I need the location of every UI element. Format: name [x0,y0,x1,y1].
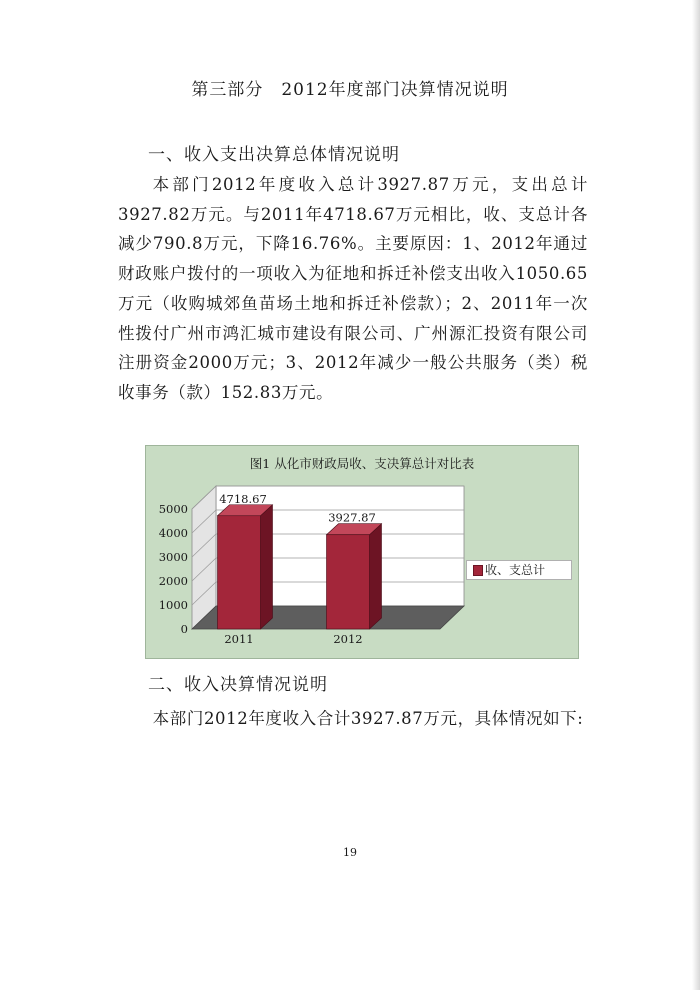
bar-side [261,505,273,629]
page-title: 第三部分 2012年度部门决算情况说明 [191,80,509,100]
chart-side-wall [192,486,216,629]
bar-side [370,524,382,629]
bar [218,516,261,629]
y-tick-label: 1000 [158,598,188,612]
legend-label: 收、支总计 [485,563,546,577]
y-tick-label: 0 [180,622,188,636]
bar-chart [145,445,579,659]
x-tick-label: 2011 [224,632,254,646]
page-number: 19 [343,846,357,859]
legend-swatch [473,565,483,576]
x-tick-label: 2012 [333,632,363,646]
y-tick-label: 3000 [158,550,188,564]
page-edge-shadow [692,0,700,990]
chart-canvas [146,446,578,658]
section1-paragraph: 本部门2012年度收入总计3927.87万元，支出总计3927.82万元。与2011年4718.67万元相比，收、支总计各减少790.8万元，下降16.76%。主要原因：1、2012年通过财政账户拨付的一项收入为征地和拆迁补偿支出收入1050.65万元（收购城郊鱼苗场土地和拆迁补偿款）；2、2011年一次性拨付广州市鸿汇城市建设有限公司、广州源汇投资有限公司注册资金2000万元；3、2012年减少一般公共服务（类）税收事务（款）152.83万元。 [118,175,588,402]
y-tick-label: 2000 [158,574,188,588]
bar [327,535,370,629]
chart-legend [466,560,572,580]
section1-heading: 一、收入支出决算总体情况说明 [148,145,400,165]
bar-data-label: 4718.67 [219,491,267,506]
bar-data-label: 3927.87 [328,510,376,525]
y-tick-label: 4000 [158,526,188,540]
section2-paragraph: 本部门2012年度收入合计3927.87万元，具体情况如下: [152,709,584,728]
y-tick-label: 5000 [158,502,188,516]
chart-title: 图1 从化市财政局收、支决算总计对比表 [249,456,475,471]
section2-heading: 二、收入决算情况说明 [148,675,328,695]
